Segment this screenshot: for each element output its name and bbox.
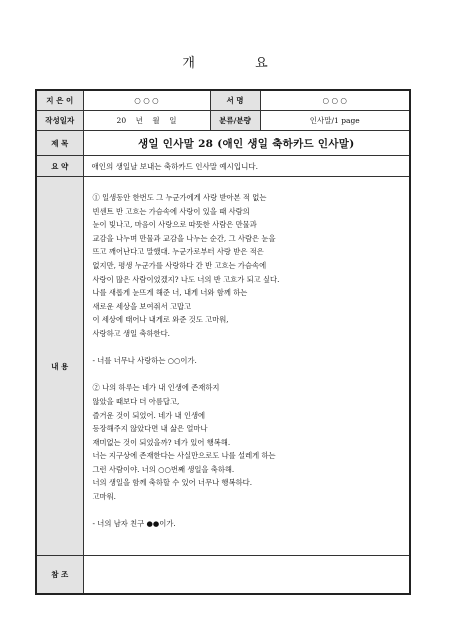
greeting-1-line: 이 세상에 태어나 내게로 와준 것도 고마워, (92, 315, 229, 325)
greeting-1-line: 눈이 빛나고, 마음이 사랑으로 따뜻한 사람은 만물과 (92, 220, 257, 230)
greeting-1-line: ① 일생동안 한번도 그 누군가에게 사랑 받아본 적 없는 (92, 193, 267, 202)
content-body (83, 177, 410, 556)
summary-label: 요 약 (36, 156, 83, 177)
content-row (36, 177, 410, 556)
greeting-2-line: 그런 사람이야. 너의 ○○번째 생일을 축하해. (92, 464, 235, 474)
greeting-1-signature: - 너를 너무나 사랑하는 ○○이가. (92, 356, 197, 366)
greeting-2 (93, 381, 400, 503)
greeting-2-line: 고마워. (92, 492, 116, 502)
subject-row (36, 131, 410, 156)
content-label: 내 용 (36, 177, 83, 556)
greeting-1-line: 사랑하고 생일 축하한다. (92, 328, 170, 338)
greeting-1-line: 나를 새롭게 눈뜨게 해준 너, 내게 너와 함께 하는 (92, 288, 248, 298)
greeting-2-signature: - 너의 남자 친구 ●●이가. (92, 519, 176, 529)
reference-row (36, 556, 410, 595)
date-row (36, 111, 410, 131)
signature-value: ○ ○ ○ (260, 90, 410, 111)
greeting-2-line: 너는 지구상에 존재한다는 사실만으로도 나를 설레게 하는 (92, 451, 276, 461)
greeting-1-line: 사랑이 많은 사람이었겠지? 나도 너의 반 고흐가 되고 싶다. (92, 274, 280, 284)
greeting-1-line: 교감을 나누며 만물과 교감을 나누는 순간, 그 사람은 눈을 (92, 233, 276, 243)
page-title: 개 요 (182, 56, 296, 71)
author-row (36, 90, 410, 111)
date-value: 20 년 월 일 (83, 111, 210, 131)
greeting-1-line: 빈센트 반 고흐는 가슴속에 사랑이 있을 때 사람의 (92, 206, 250, 216)
summary-row (36, 156, 410, 177)
subject-label: 제 목 (36, 131, 83, 156)
date-label: 작성일자 (36, 111, 83, 131)
greeting-2-line: 너의 생일을 함께 축하할 수 있어 너무나 행복하다. (92, 478, 253, 488)
greeting-1 (93, 191, 400, 341)
greeting-1-line: 뜨고 깨어난다고 말했대. 누군가로부터 사랑 받은 적은 (92, 247, 264, 257)
document-title: 생일 인사말 28 (애인 생일 축하카드 인사말) (83, 131, 410, 156)
author-value: ○ ○ ○ (83, 90, 210, 111)
greeting-1-line: 없지만, 평생 누군가를 사랑하다 간 반 고흐는 가슴속에 (92, 260, 267, 270)
author-label: 지 은 이 (36, 90, 83, 111)
reference-value (83, 556, 410, 595)
overview-table (35, 89, 411, 595)
category-value: 인사말/1 page (260, 111, 410, 131)
greeting-2-line: 등장해주지 않았다면 내 삶은 얼마나 (92, 424, 208, 434)
greeting-1-line: 새로운 세상을 보여줘서 고맙고 (92, 301, 192, 311)
greeting-2-line: 않았을 때보다 더 아름답고, (92, 396, 180, 406)
reference-label: 참 조 (36, 556, 83, 595)
signature-label: 서 명 (210, 90, 260, 111)
category-label: 분류/분량 (210, 111, 260, 131)
summary-value: 애인의 생일날 보내는 축하카드 인사말 예시입니다. (83, 156, 410, 177)
greeting-2-line: 재미없는 것이 되었을까? 네가 있어 행복해. (92, 437, 231, 447)
greeting-2-line: ② 나의 하루는 네가 내 인생에 존재하지 (92, 383, 220, 393)
greeting-2-line: 즐거운 것이 되었어. 네가 내 인생에 (92, 410, 206, 420)
